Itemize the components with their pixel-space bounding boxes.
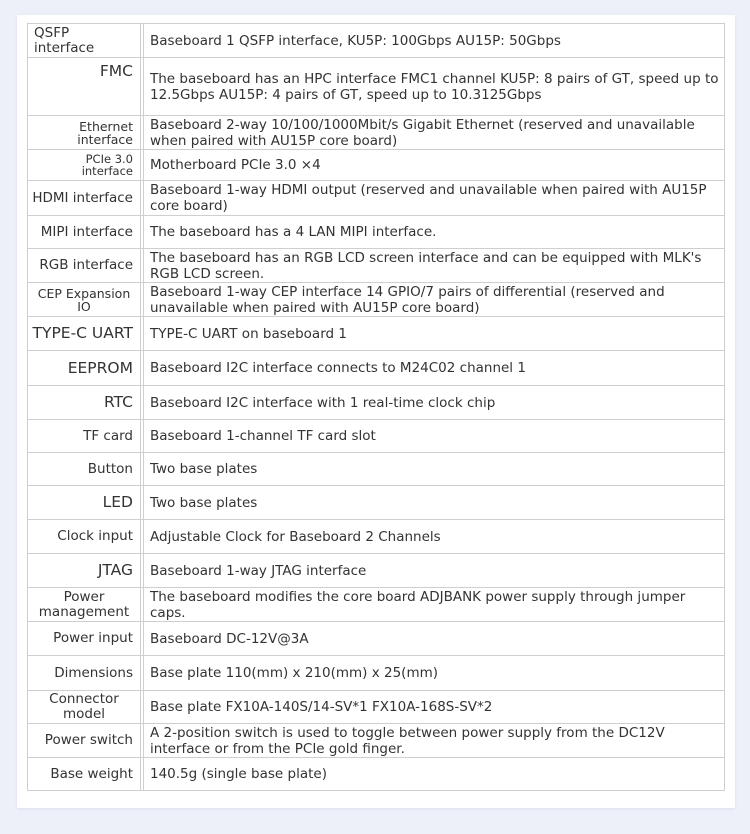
spec-label: LED bbox=[28, 486, 141, 519]
spec-value: The baseboard has an RGB LCD screen interface and can be equipped with MLK's RGB LCD screen. bbox=[143, 249, 724, 282]
spec-value: Baseboard 1 QSFP interface, KU5P: 100Gbps AU15P: 50Gbps bbox=[143, 24, 724, 57]
spec-label: TYPE-C UART bbox=[28, 317, 141, 350]
spec-value: Baseboard DC-12V@3A bbox=[143, 622, 724, 655]
spec-label: EEPROM bbox=[28, 351, 141, 385]
spec-label: QSFP interface bbox=[28, 24, 141, 57]
spec-row-cep bbox=[27, 282, 725, 316]
spec-value: Baseboard I2C interface connects to M24C02 channel 1 bbox=[143, 351, 724, 385]
spec-value: Two base plates bbox=[143, 486, 724, 519]
spec-row-power-management bbox=[27, 587, 725, 621]
spec-row-rgb bbox=[27, 248, 725, 282]
spec-row-ethernet bbox=[27, 115, 725, 149]
spec-row-led bbox=[27, 485, 725, 519]
spec-label: Dimensions bbox=[28, 656, 141, 690]
spec-label: RGB interface bbox=[28, 249, 141, 282]
spec-label: Power management bbox=[28, 588, 141, 621]
spec-row-pcie bbox=[27, 149, 725, 180]
spec-table bbox=[27, 23, 725, 791]
spec-value: Baseboard 1-way JTAG interface bbox=[143, 554, 724, 587]
spec-row-clock-input bbox=[27, 519, 725, 553]
spec-row-power-switch bbox=[27, 723, 725, 757]
spec-label: Connector model bbox=[28, 691, 141, 723]
spec-value: Two base plates bbox=[143, 453, 724, 485]
spec-row-rtc bbox=[27, 385, 725, 419]
spec-value: Adjustable Clock for Baseboard 2 Channels bbox=[143, 520, 724, 553]
spec-row-tf-card bbox=[27, 419, 725, 452]
spec-label: PCIe 3.0 interface bbox=[28, 150, 141, 180]
spec-row-dimensions bbox=[27, 655, 725, 690]
spec-value: Baseboard 1-channel TF card slot bbox=[143, 420, 724, 452]
spec-value: Base plate FX10A-140S/14-SV*1 FX10A-168S-SV*2 bbox=[143, 691, 724, 723]
spec-value: Baseboard 1-way CEP interface 14 GPIO/7 pairs of differential (reserved and unavailable when paired with AU15P core board) bbox=[143, 283, 724, 316]
spec-label: Button bbox=[28, 453, 141, 485]
spec-row-fmc bbox=[27, 57, 725, 115]
spec-row-button bbox=[27, 452, 725, 485]
spec-label: FMC bbox=[28, 58, 141, 115]
spec-label: JTAG bbox=[28, 554, 141, 587]
spec-value: The baseboard has a 4 LAN MIPI interface. bbox=[143, 216, 724, 248]
spec-label: Power input bbox=[28, 622, 141, 655]
spec-value: TYPE-C UART on baseboard 1 bbox=[143, 317, 724, 350]
spec-value: Baseboard 1-way HDMI output (reserved and unavailable when paired with AU15P core board) bbox=[143, 181, 724, 215]
spec-value: Baseboard 2-way 10/100/1000Mbit/s Gigabit Ethernet (reserved and unavailable when paired with AU15P core board) bbox=[143, 116, 724, 149]
spec-row-typec bbox=[27, 316, 725, 350]
spec-row-qsfp bbox=[27, 23, 725, 57]
spec-value: 140.5g (single base plate) bbox=[143, 758, 724, 790]
spec-row-jtag bbox=[27, 553, 725, 587]
spec-value: The baseboard has an HPC interface FMC1 channel KU5P: 8 pairs of GT, speed up to 12.5Gbps AU15P: 4 pairs of GT, speed up to 10.3125Gbps bbox=[143, 58, 724, 115]
spec-row-base-weight bbox=[27, 757, 725, 791]
spec-row-hdmi bbox=[27, 180, 725, 215]
spec-label: MIPI interface bbox=[28, 216, 141, 248]
spec-row-connector-model bbox=[27, 690, 725, 723]
spec-label: Base weight bbox=[28, 758, 141, 790]
spec-value: Motherboard PCIe 3.0 ×4 bbox=[143, 150, 724, 180]
spec-label: Ethernet interface bbox=[28, 116, 141, 149]
spec-row-power-input bbox=[27, 621, 725, 655]
spec-value: A 2-position switch is used to toggle between power supply from the DC12V interface or from the PCIe gold finger. bbox=[143, 724, 724, 757]
spec-label: HDMI interface bbox=[28, 181, 141, 215]
spec-label: TF card bbox=[28, 420, 141, 452]
spec-row-mipi bbox=[27, 215, 725, 248]
spec-label: RTC bbox=[28, 386, 141, 419]
spec-label: Clock input bbox=[28, 520, 141, 553]
spec-value: Base plate 110(mm) x 210(mm) x 25(mm) bbox=[143, 656, 724, 690]
spec-value: Baseboard I2C interface with 1 real-time clock chip bbox=[143, 386, 724, 419]
spec-label: CEP Expansion IO bbox=[28, 283, 141, 316]
spec-label: Power switch bbox=[28, 724, 141, 757]
spec-value: The baseboard modifies the core board ADJBANK power supply through jumper caps. bbox=[143, 588, 724, 621]
spec-row-eeprom bbox=[27, 350, 725, 385]
